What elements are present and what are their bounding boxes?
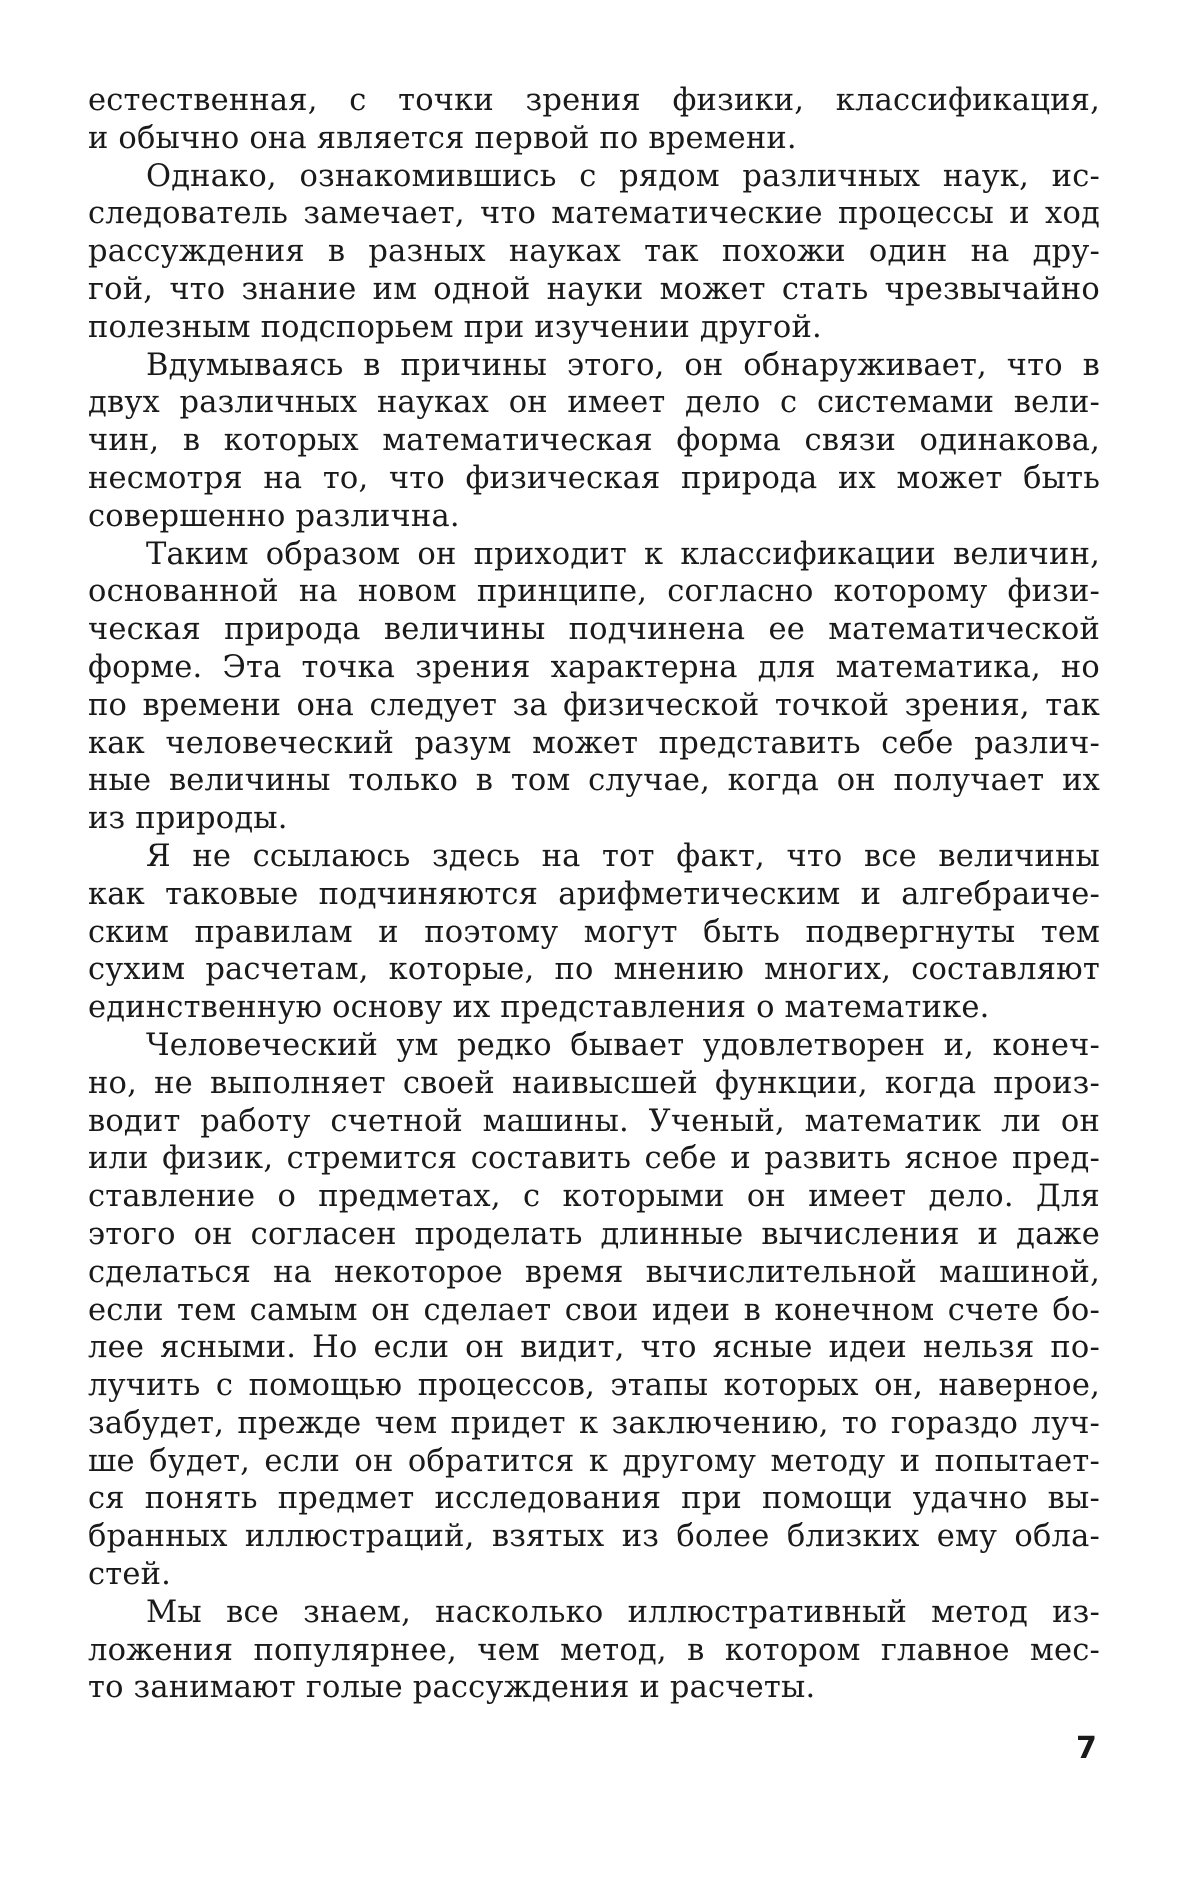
text-line: забудет, прежде чем придет к заключению, то гораздо луч- <box>88 1405 1100 1441</box>
paragraph <box>88 838 1100 1027</box>
text-line: рассуждения в разных науках так похожи один на дру- <box>88 234 1100 270</box>
text-line: единственную основу их представления о математике. <box>88 990 990 1026</box>
text-line: Мы все знаем, насколько иллюстративный метод из- <box>146 1594 1100 1630</box>
text-line: ше будет, если он обратится к другому методу и попытает- <box>88 1443 1100 1479</box>
text-line: но, не выполняет своей наивысшей функции, когда произ- <box>88 1065 1100 1101</box>
paragraph <box>88 158 1100 347</box>
paragraph <box>88 1027 1100 1594</box>
text-line: форме. Эта точка зрения характерна для математика, но <box>88 649 1100 685</box>
text-line: следователь замечает, что математические процессы и ход <box>88 196 1100 232</box>
text-line: если тем самым он сделает свои идеи в конечном счете бо- <box>88 1292 1100 1328</box>
paragraph <box>88 82 1100 158</box>
text-line: лее ясными. Но если он видит, что ясные идеи нельзя по- <box>88 1330 1100 1366</box>
text-line: стей. <box>88 1557 172 1593</box>
text-line: ложения популярнее, чем метод, в котором главное мес- <box>88 1632 1100 1668</box>
body-text <box>88 82 1100 1707</box>
text-line: сухим расчетам, которые, по мнению многих, составляют <box>88 952 1100 988</box>
text-line: естественная, с точки зрения физики, классификация, <box>88 83 1100 118</box>
paragraph <box>88 1594 1100 1707</box>
text-line: водит работу счетной машины. Ученый, математик ли он <box>88 1103 1100 1139</box>
text-line: ные величины только в том случае, когда он получает их <box>88 763 1100 799</box>
text-line: или физик, стремится составить себе и развить ясное пред- <box>88 1141 1100 1177</box>
text-line: Я не ссылаюсь здесь на тот факт, что все величины <box>146 838 1100 874</box>
text-line: бранных иллюстраций, взятых из более близких ему обла- <box>88 1519 1100 1555</box>
text-line: несмотря на то, что физическая природа их может быть <box>88 460 1100 496</box>
text-line: из природы. <box>88 801 288 837</box>
text-line: чин, в которых математическая форма связи одинакова, <box>88 423 1100 459</box>
text-line: совершенно различна. <box>88 498 460 534</box>
paragraph <box>88 347 1100 536</box>
text-line: и обычно она является первой по времени. <box>88 120 797 156</box>
text-line: ся понять предмет исследования при помощи удачно вы- <box>88 1481 1100 1517</box>
text-line: двух различных науках он имеет дело с системами вели- <box>88 385 1100 421</box>
text-line: Вдумываясь в причины этого, он обнаруживает, что в <box>146 347 1100 383</box>
text-line: ческая природа величины подчинена ее математической <box>88 612 1100 648</box>
text-line: Человеческий ум редко бывает удовлетворен и, конеч- <box>146 1027 1100 1063</box>
text-line: как таковые подчиняются арифметическим и алгебраиче- <box>88 876 1100 912</box>
text-line: полезным подспорьем при изучении другой. <box>88 309 822 345</box>
paragraph <box>88 536 1100 838</box>
text-line: по времени она следует за физической точкой зрения, так <box>88 687 1100 723</box>
text-line: ским правилам и поэтому могут быть подвергнуты тем <box>88 914 1100 950</box>
text-line: сделаться на некоторое время вычислительной машиной, <box>88 1254 1100 1290</box>
text-line: основанной на новом принципе, согласно которому физи- <box>88 574 1100 610</box>
text-line: Однако, ознакомившись с рядом различных наук, ис- <box>146 158 1100 194</box>
text-line: этого он согласен проделать длинные вычисления и даже <box>88 1216 1100 1252</box>
page-number: 7 <box>1076 1731 1097 1766</box>
text-line: ставление о предметах, с которыми он имеет дело. Для <box>88 1179 1100 1215</box>
text-line: как человеческий разум может представить себе различ- <box>88 725 1100 761</box>
text-line: лучить с помощью процессов, этапы которых он, наверное, <box>88 1368 1100 1404</box>
text-line: гой, что знание им одной науки может стать чрезвычайно <box>88 271 1100 307</box>
text-line: Таким образом он приходит к классификации величин, <box>146 536 1100 572</box>
text-line: то занимают голые рассуждения и расчеты. <box>88 1670 816 1706</box>
